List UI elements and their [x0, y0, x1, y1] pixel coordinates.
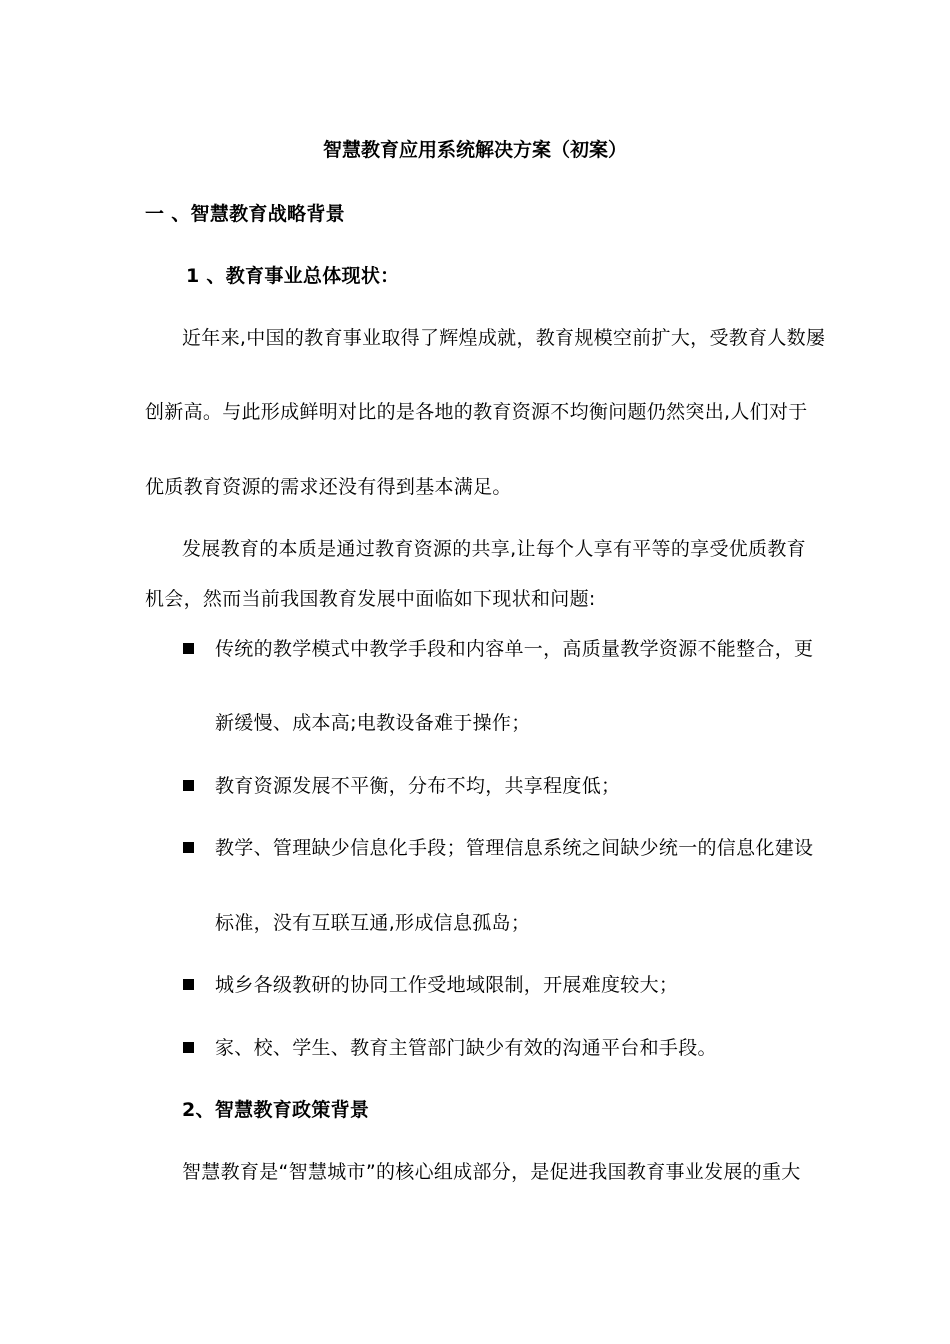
- paragraph-line: 近年来,中国的教育事业取得了辉煌成就，教育规模空前扩大，受教育人数屡: [182, 327, 826, 349]
- bullet-item-line: 城乡各级教研的协同工作受地域限制，开展难度较大；: [215, 974, 679, 996]
- section-heading-strategy: 一 、智慧教育战略背景: [145, 203, 345, 225]
- subsection-heading-policy: 2、智慧教育政策背景: [182, 1099, 370, 1121]
- bullet-item-line: 传统的教学模式中教学手段和内容单一，高质量教学资源不能整合，更: [215, 638, 814, 660]
- paragraph-line: 创新高。与此形成鲜明对比的是各地的教育资源不均衡问题仍然突出,人们对于: [145, 401, 808, 423]
- square-bullet-icon: [183, 842, 194, 853]
- paragraph-line: 机会，然而当前我国教育发展中面临如下现状和问题:: [145, 588, 596, 610]
- paragraph-line: 优质教育资源的需求还没有得到基本满足。: [145, 476, 512, 498]
- bullet-item-line: 新缓慢、成本高;电教设备难于操作；: [215, 712, 531, 734]
- bullet-item-line: 家、校、学生、教育主管部门缺少有效的沟通平台和手段。: [215, 1037, 717, 1059]
- paragraph-line: 发展教育的本质是通过教育资源的共享,让每个人享有平等的享受优质教育: [182, 538, 806, 560]
- bullet-item-line: 标准，没有互联互通,形成信息孤岛；: [215, 912, 531, 934]
- bullet-item-line: 教育资源发展不平衡，分布不均，共享程度低；: [215, 775, 621, 797]
- square-bullet-icon: [183, 1042, 194, 1053]
- square-bullet-icon: [183, 780, 194, 791]
- square-bullet-icon: [183, 643, 194, 654]
- document-title: 智慧教育应用系统解决方案（初案）: [322, 139, 627, 161]
- bullet-item-line: 教学、管理缺少信息化手段；管理信息系统之间缺少统一的信息化建设: [215, 837, 814, 859]
- square-bullet-icon: [183, 979, 194, 990]
- paragraph-line: 智慧教育是“智慧城市”的核心组成部分，是促进我国教育事业发展的重大: [182, 1161, 801, 1183]
- subsection-heading-status: 1 、教育事业总体现状：: [186, 265, 400, 287]
